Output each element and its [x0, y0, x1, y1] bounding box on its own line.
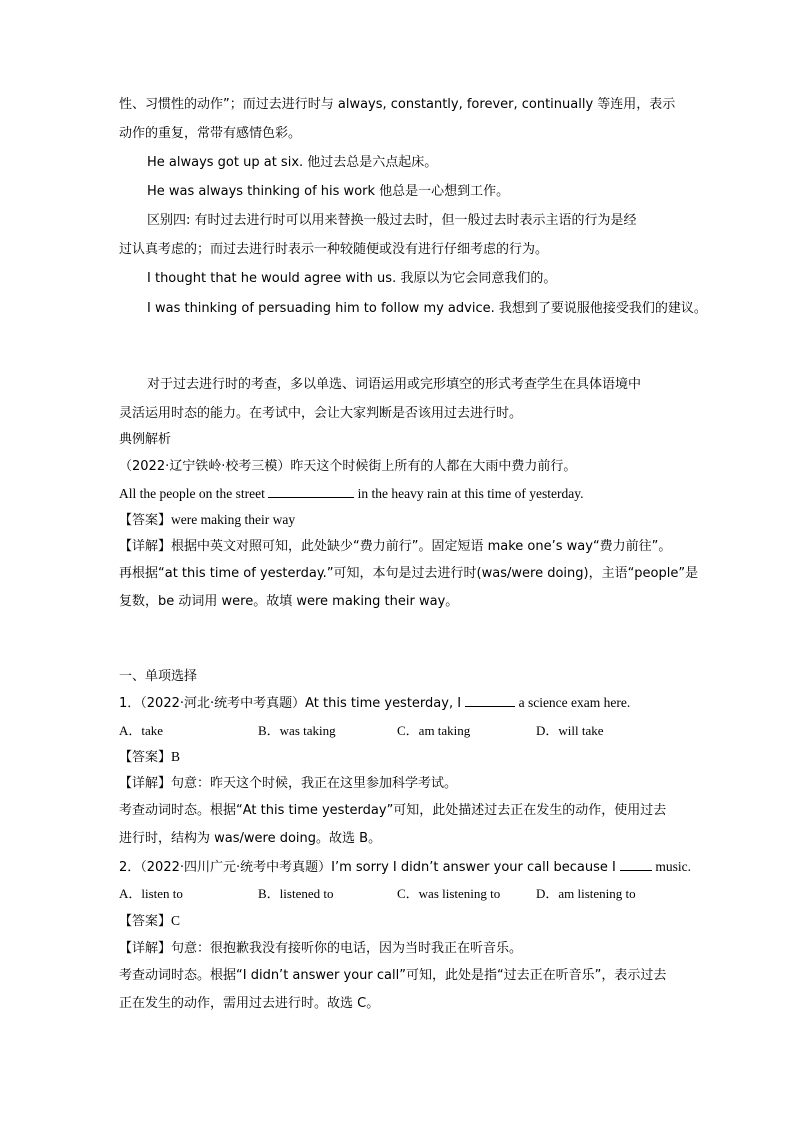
example-answer: [119, 511, 295, 530]
example-heading: 典例解析: [119, 432, 172, 447]
example-sentence-end: in the heavy rain at this time of yesterday.: [354, 486, 584, 501]
question-1-detail-line-1: 【详解】句意：昨天这个时候，我正在这里参加科学考试。: [119, 776, 458, 791]
question-2-option-b: B．listened to: [258, 886, 334, 901]
question-2-stem: [119, 858, 691, 877]
exam-focus-line-2: 灵活运用时态的能力。在考试中，会让大家判断是否该用过去进行时。: [119, 406, 523, 421]
example-detail-line-3: 复数，be 动词用 were。故填 were making their way。: [119, 594, 459, 609]
question-2-stem-end: music.: [651, 859, 691, 874]
question-1-answer-label: 【答案】: [119, 750, 172, 765]
difference-four-line-1: 区别四: 有时过去进行时可以用来替换一般过去时，但一般过去时表示主语的行为是经: [147, 213, 637, 228]
question-2-stem-start: 2．（2022·四川广元·统考中考真题）I’m sorry I didn’t answer your call because I: [119, 860, 620, 875]
example-sentence-4: I was thinking of persuading him to follow my advice. 我想到了要说服他接受我们的建议。: [147, 301, 707, 316]
question-2-answer: [119, 912, 180, 931]
question-2-blank: [620, 858, 652, 871]
question-1-option-c: C．am taking: [397, 723, 471, 738]
question-2-option-a: A．listen to: [119, 886, 183, 901]
question-2-option-d: D．am listening to: [536, 886, 636, 901]
question-2-answer-value: C: [171, 913, 181, 928]
answer-blank: [268, 485, 354, 498]
answer-text: were making their way: [171, 512, 296, 527]
question-1-answer: [119, 748, 180, 767]
question-2-detail-line-3: 正在发生的动作，需用过去进行时。故选 C。: [119, 996, 380, 1011]
question-1-option-d: D．will take: [536, 723, 604, 738]
section-title: 一、单项选择: [119, 669, 198, 684]
difference-four-line-2: 过认真考虑的；而过去进行时表示一种较随便或没有进行仔细考虑的行为。: [119, 242, 549, 257]
question-1-answer-value: B: [171, 749, 181, 764]
question-1-option-a: A．take: [119, 723, 164, 738]
intro-line-2: 动作的重复，常带有感情色彩。: [119, 126, 302, 141]
intro-line-1: 性、习惯性的动作”；而过去进行时与 always, constantly, forever, continually 等连用，表示: [119, 97, 676, 112]
example-sentence-1: He always got up at six. 他过去总是六点起床。: [147, 155, 438, 170]
question-1-detail-line-3: 进行时，结构为 was/were doing。故选 B。: [119, 831, 382, 846]
question-1-stem-start: 1．（2022·河北·统考中考真题）At this time yesterday, I: [119, 696, 466, 711]
question-2-answer-label: 【答案】: [119, 914, 172, 929]
answer-label: 【答案】: [119, 513, 172, 528]
example-detail-line-1: 【详解】根据中英文对照可知，此处缺少“费力前行”。固定短语 make one’s way“费力前往”。: [119, 539, 672, 554]
question-2-detail-line-2: 考查动词时态。根据“I didn’t answer your call”可知，此处是指“过去正在听音乐”，表示过去: [119, 968, 667, 983]
example-source: （2022·辽宁铁岭·校考三模）昨天这个时候街上所有的人都在大雨中费力前行。: [119, 459, 577, 474]
question-2-option-c: C．was listening to: [397, 886, 501, 901]
question-2-detail-line-1: 【详解】句意：很抱歉我没有接听你的电话，因为当时我正在听音乐。: [119, 941, 523, 956]
question-1-blank: [465, 694, 515, 707]
example-sentence-start: All the people on the street: [119, 486, 269, 501]
question-1-stem-end: a science exam here.: [515, 695, 631, 710]
example-detail-line-2: 再根据“at this time of yesterday.”可知，本句是过去进行时(was/were doing)，主语“people”是: [119, 566, 699, 581]
question-1-option-b: B．was taking: [258, 723, 336, 738]
example-sentence: [119, 485, 584, 503]
exam-focus-line-1: 对于过去进行时的考查，多以单选、词语运用或完形填空的形式考查学生在具体语境中: [147, 377, 642, 392]
example-sentence-2: He was always thinking of his work 他总是一心想到工作。: [147, 184, 510, 199]
question-1-stem: [119, 694, 630, 713]
example-sentence-3: I thought that he would agree with us. 我原以为它会同意我们的。: [147, 271, 557, 286]
question-1-detail-line-2: 考查动词时态。根据“At this time yesterday”可知，此处描述过去正在发生的动作，使用过去: [119, 803, 667, 818]
